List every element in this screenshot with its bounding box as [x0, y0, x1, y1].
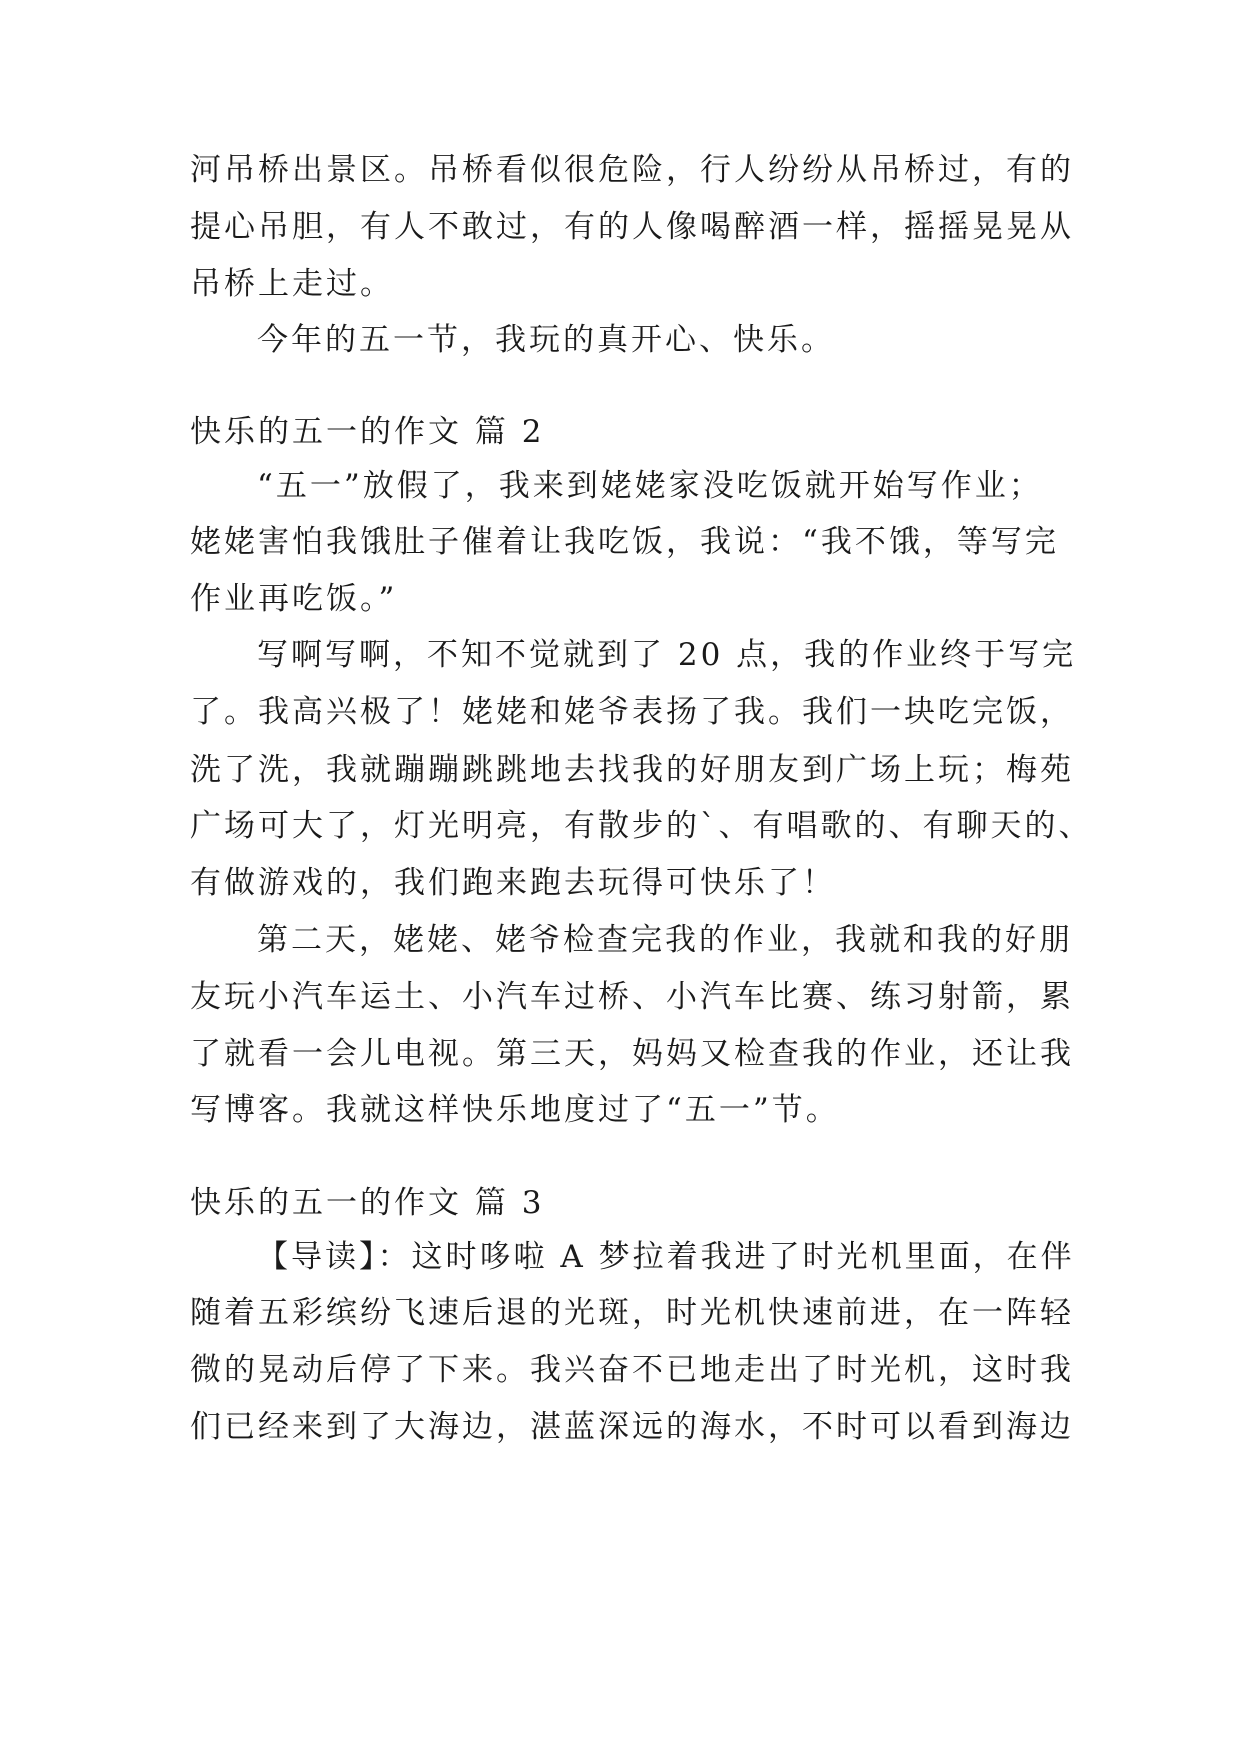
- paragraph-line: 提心吊胆，有人不敢过，有的人像喝醉酒一样，摇摇晃晃从: [190, 209, 1074, 245]
- paragraph-line: 写博客。我就这样快乐地度过了“五一”节。: [190, 1092, 840, 1128]
- paragraph-line: 写啊写啊，不知不觉就到了 20 点，我的作业终于写完: [257, 637, 1077, 673]
- paragraph-line: 微的晃动后停了下来。我兴奋不已地走出了时光机，这时我: [190, 1352, 1074, 1388]
- paragraph-line: 广场可大了，灯光明亮，有散步的`、有唱歌的、有聊天的、: [190, 808, 1093, 844]
- paragraph-line: 河吊桥出景区。吊桥看似很危险，行人纷纷从吊桥过，有的: [190, 152, 1074, 188]
- paragraph-line: “五一”放假了，我来到姥姥家没吃饭就开始写作业；: [257, 468, 1043, 504]
- paragraph-line: 友玩小汽车运土、小汽车过桥、小汽车比赛、练习射箭，累: [190, 979, 1074, 1015]
- paragraph-line: 吊桥上走过。: [190, 266, 394, 302]
- paragraph-line: 姥姥害怕我饿肚子催着让我吃饭，我说：“我不饿，等写完: [190, 524, 1059, 560]
- paragraph-line: 今年的五一节，我玩的真开心、快乐。: [257, 322, 835, 358]
- paragraph-line: 作业再吃饭。”: [190, 581, 398, 617]
- paragraph-line: 了就看一会儿电视。第三天，妈妈又检查我的作业，还让我: [190, 1036, 1074, 1072]
- paragraph-line: 们已经来到了大海边，湛蓝深远的海水，不时可以看到海边: [190, 1409, 1074, 1445]
- paragraph-line: 第二天，姥姥、姥爷检查完我的作业，我就和我的好朋: [257, 922, 1073, 958]
- section-heading: 快乐的五一的作文 篇 3: [190, 1185, 545, 1221]
- paragraph-line: 有做游戏的，我们跑来跑去玩得可快乐了！: [190, 865, 836, 901]
- paragraph-line: 【导读】：这时哆啦 A 梦拉着我进了时光机里面，在伴: [257, 1239, 1075, 1275]
- paragraph-line: 洗了洗，我就蹦蹦跳跳地去找我的好朋友到广场上玩；梅苑: [190, 752, 1074, 788]
- paragraph-line: 随着五彩缤纷飞速后退的光斑，时光机快速前进，在一阵轻: [190, 1295, 1074, 1331]
- section-heading: 快乐的五一的作文 篇 2: [190, 414, 545, 450]
- paragraph-line: 了。我高兴极了！姥姥和姥爷表扬了我。我们一块吃完饭，: [190, 694, 1074, 730]
